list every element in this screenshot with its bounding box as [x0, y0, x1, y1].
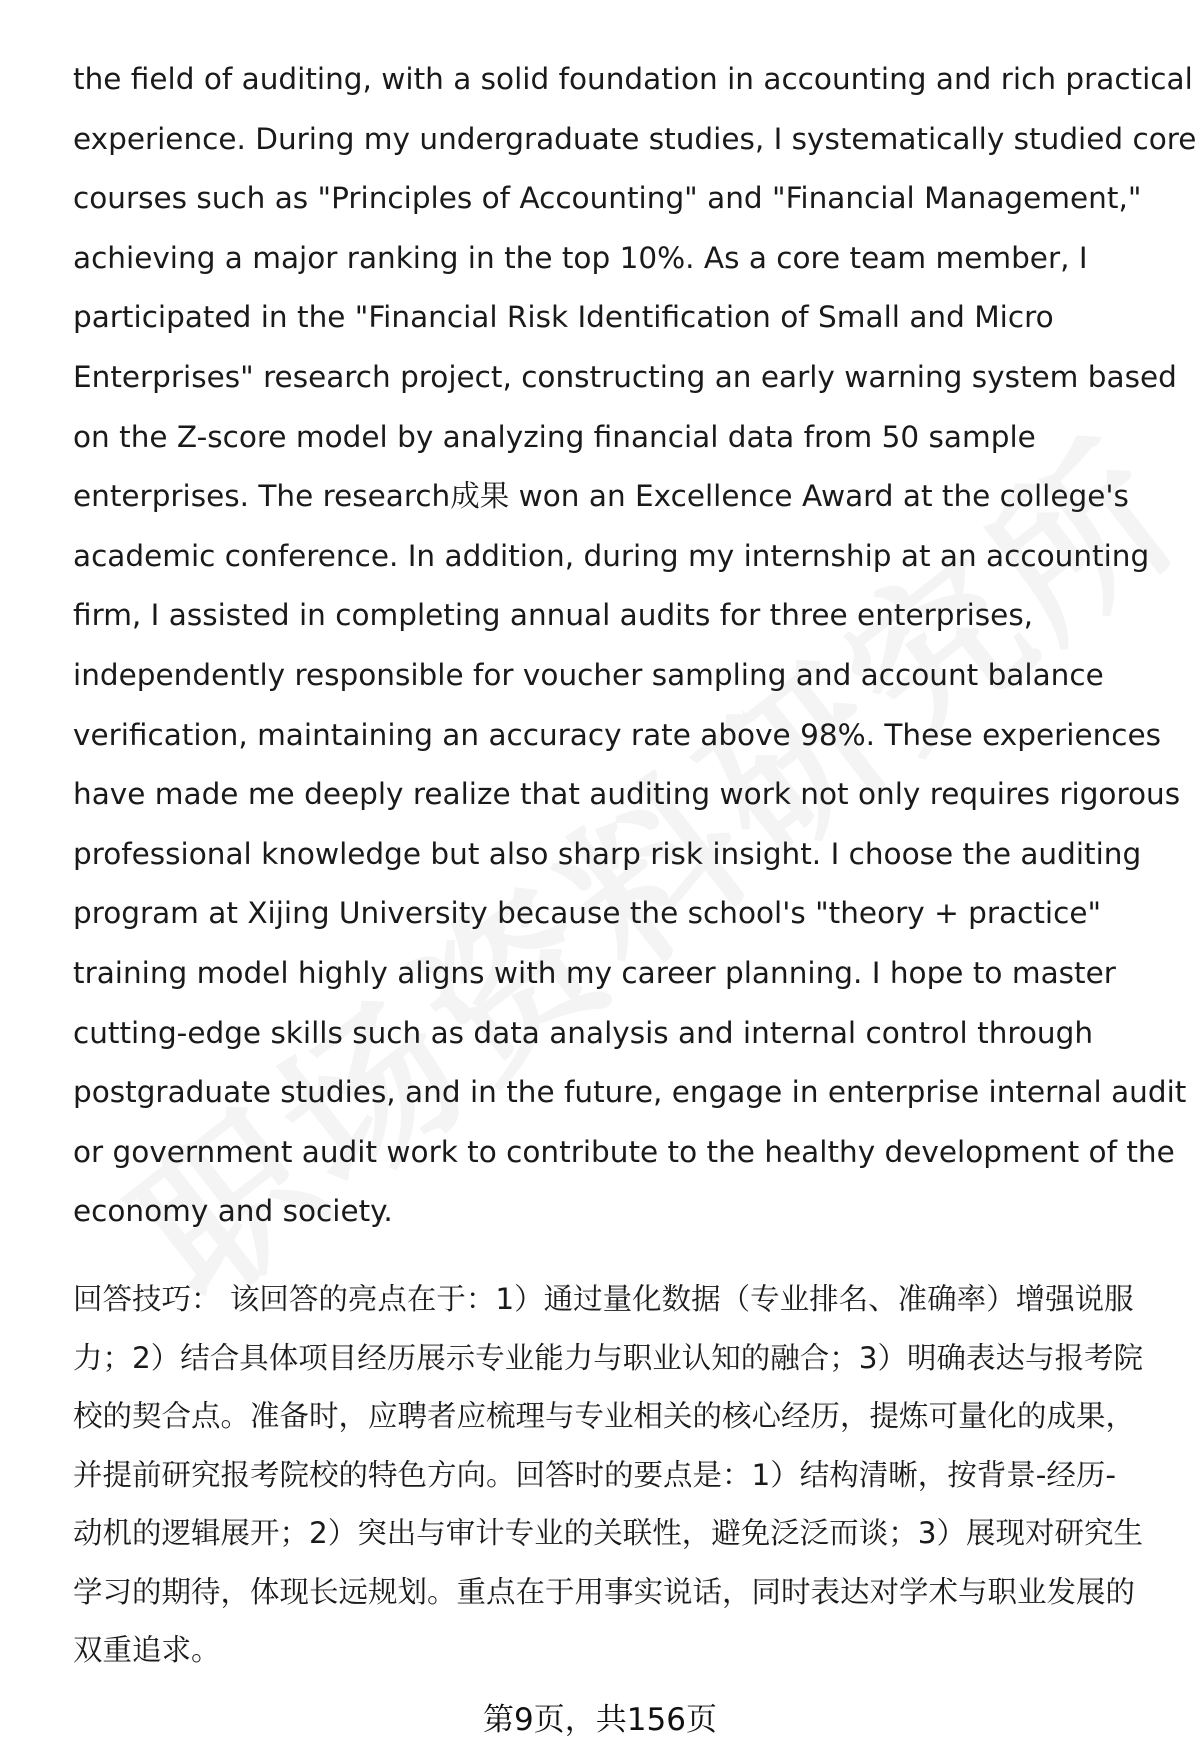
tips-line: 校的契合点。准备时，应聘者应梳理与专业相关的核心经历，提炼可量化的成果，	[73, 1399, 1136, 1433]
answer-line: have made me deeply realize that auditing work not only requires rigorous	[73, 777, 1181, 812]
answer-line: courses such as "Principles of Accounting" and "Financial Management,"	[73, 181, 1142, 216]
tips-line: 双重追求。	[73, 1633, 221, 1667]
tips-line: 并提前研究报考院校的特色方向。回答时的要点是：1）结构清晰，按背景-经历-	[73, 1457, 1117, 1492]
answer-line: participated in the "Financial Risk Identification of Small and Micro	[73, 300, 1054, 335]
answer-line: firm, I assisted in completing annual audits for three enterprises,	[73, 598, 1034, 633]
answer-line: achieving a major ranking in the top 10%. As a core team member, I	[73, 240, 1088, 275]
answer-line: Enterprises" research project, constructing an early warning system based	[73, 359, 1177, 394]
answer-line: verification, maintaining an accuracy rate above 98%. These experiences	[73, 717, 1162, 752]
answer-line: independently responsible for voucher sampling and account balance	[73, 657, 1104, 692]
answer-line: postgraduate studies, and in the future, engage in enterprise internal audit	[73, 1075, 1187, 1110]
answer-line: program at Xijing University because the school's "theory + practice"	[73, 896, 1102, 931]
answer-line: on the Z-score model by analyzing financial data from 50 sample	[73, 419, 1036, 454]
answer-line: or government audit work to contribute to the healthy development of the	[73, 1134, 1175, 1169]
answer-line: training model highly aligns with my career planning. I hope to master	[73, 955, 1116, 990]
answer-line: academic conference. In addition, during my internship at an accounting	[73, 538, 1150, 573]
answer-paragraph	[73, 50, 1197, 1242]
answer-line: economy and society.	[73, 1194, 393, 1229]
tips-line: 回答技巧： 该回答的亮点在于：1）通过量化数据（专业排名、准确率）增强说服	[73, 1282, 1134, 1316]
answer-line: enterprises. The research成果 won an Excellence Award at the college's	[73, 479, 1129, 514]
answer-line: professional knowledge but also sharp risk insight. I choose the auditing	[73, 836, 1142, 871]
answer-line: cutting-edge skills such as data analysis and internal control through	[73, 1015, 1094, 1050]
answer-tips-paragraph	[73, 1270, 1158, 1680]
answer-line: the field of auditing, with a solid foundation in accounting and rich practical	[73, 62, 1193, 96]
tips-line: 力；2）结合具体项目经历展示专业能力与职业认知的融合；3）明确表达与报考院	[73, 1340, 1144, 1375]
tips-line: 动机的逻辑展开；2）突出与审计专业的关联性，避免泛泛而谈；3）展现对研究生	[73, 1516, 1144, 1550]
page-number: 第9页，共156页	[483, 1702, 717, 1738]
tips-line: 学习的期待，体现长远规划。重点在于用事实说话，同时表达对学术与职业发展的	[73, 1574, 1136, 1609]
answer-line: experience. During my undergraduate studies, I systematically studied core	[73, 121, 1197, 156]
